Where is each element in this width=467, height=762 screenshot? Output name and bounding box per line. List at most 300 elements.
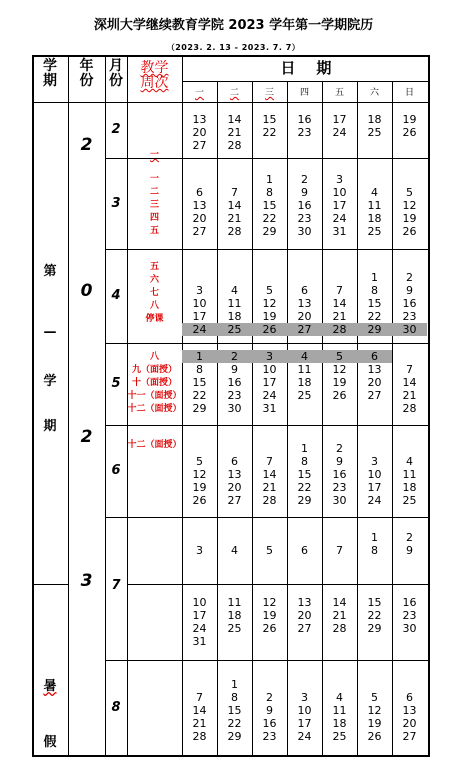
teaching-week-label: 八 [149, 352, 159, 362]
day-column [182, 455, 217, 507]
calendar-day: 29 [262, 225, 277, 238]
calendar-day: 22 [192, 389, 207, 402]
calendar-day: 15 [262, 113, 277, 126]
calendar-day: 12 [262, 297, 277, 310]
calendar-day: 24 [332, 126, 347, 139]
calendar-day: 2 [336, 442, 343, 455]
calendar-day: 10 [332, 186, 347, 199]
teaching-weeks-list [127, 261, 182, 341]
teaching-week-header [127, 61, 182, 101]
calendar-day: 5 [266, 544, 273, 557]
year-digit: 3 [80, 571, 93, 591]
weekday-2: 三 [264, 88, 274, 98]
calendar-day: 17 [192, 310, 207, 323]
day-column [217, 596, 252, 676]
calendar-day: 4 [336, 691, 343, 704]
year-digit: 2 [80, 135, 93, 155]
calendar-day: 18 [402, 481, 417, 494]
day-column [182, 350, 217, 430]
calendar-day: 21 [227, 126, 242, 139]
calendar-day: 25 [217, 323, 252, 336]
calendar-day: 29 [367, 622, 382, 635]
calendar-day: 3 [196, 544, 203, 557]
calendar-day: 20 [192, 212, 207, 225]
calendar-day: 27 [192, 139, 207, 152]
calendar-day: 12 [262, 596, 277, 609]
semester-label-char: 期 [43, 419, 57, 434]
calendar-day: 26 [367, 730, 382, 743]
calendar-day: 14 [227, 199, 242, 212]
calendar-day: 18 [332, 717, 347, 730]
calendar-day: 7 [336, 284, 343, 297]
calendar-day: 19 [262, 609, 277, 622]
calendar-day: 3 [371, 455, 378, 468]
weekday-5: 六 [369, 88, 379, 98]
day-column [322, 691, 357, 743]
calendar-day: 13 [297, 596, 312, 609]
header-left-bottom [32, 102, 105, 103]
calendar-day: 24 [367, 494, 382, 507]
calendar-day: 16 [262, 717, 277, 730]
calendar-day: 6 [357, 350, 392, 363]
day-column [322, 442, 357, 507]
calendar-day: 16 [402, 297, 417, 310]
teaching-week-label: 七 [149, 288, 159, 298]
calendar-day: 21 [227, 212, 242, 225]
calendar-day: 10 [192, 297, 207, 310]
calendar-day: 15 [367, 596, 382, 609]
calendar-day: 18 [367, 113, 382, 126]
day-column [182, 544, 217, 557]
calendar-day: 15 [262, 199, 277, 212]
month-number: 7 [111, 578, 121, 593]
month-7-inner-divider [127, 584, 430, 585]
calendar-day: 16 [332, 468, 347, 481]
calendar-day: 11 [367, 199, 382, 212]
calendar-day: 12 [332, 363, 347, 376]
teaching-week-label: 二 [149, 187, 159, 197]
calendar-day: 3 [196, 284, 203, 297]
teaching-week-header-line: 教学 [140, 60, 169, 76]
day-column [357, 350, 392, 430]
calendar-day: 9 [231, 363, 238, 376]
calendar-day: 1 [371, 271, 378, 284]
calendar-day: 25 [332, 730, 347, 743]
calendar-day: 5 [266, 284, 273, 297]
day-column [217, 284, 252, 336]
month-header-char: 份 [109, 73, 123, 89]
semester-header-char: 学 [43, 58, 57, 74]
calendar-day: 3 [336, 173, 343, 186]
day-column [217, 350, 252, 430]
day-column [287, 544, 322, 557]
calendar-day: 22 [227, 717, 242, 730]
teaching-week-label: 四 [149, 213, 159, 223]
calendar-day: 8 [371, 544, 378, 557]
calendar-day: 27 [227, 494, 242, 507]
calendar-day: 23 [262, 730, 277, 743]
calendar-day: 31 [192, 635, 207, 648]
semester-label-char: 第 [43, 264, 57, 279]
calendar-day: 23 [297, 126, 312, 139]
teaching-week-label: 六 [149, 275, 159, 285]
calendar-day: 6 [231, 455, 238, 468]
semester-header [32, 59, 68, 99]
calendar-day: 4 [371, 186, 378, 199]
column-divider-0 [68, 55, 69, 757]
calendar-day: 19 [192, 481, 207, 494]
calendar-day: 27 [402, 730, 417, 743]
calendar-day: 28 [262, 494, 277, 507]
calendar-day: 26 [332, 389, 347, 402]
calendar-day: 13 [402, 704, 417, 717]
year-digit: 2 [80, 427, 93, 447]
calendar-day: 18 [227, 609, 242, 622]
semester-vacation-divider [32, 584, 68, 585]
calendar-day: 23 [402, 310, 417, 323]
date-header: 日 期 [280, 59, 332, 77]
day-column [357, 455, 392, 507]
calendar-day: 13 [192, 199, 207, 212]
weekday-6: 日 [404, 88, 414, 98]
calendar-day: 28 [227, 225, 242, 238]
calendar-day: 29 [357, 323, 392, 336]
teaching-week-label: 三 [149, 200, 159, 210]
calendar-day: 13 [192, 113, 207, 126]
calendar-day: 23 [297, 212, 312, 225]
calendar-day: 29 [192, 402, 207, 415]
calendar-day: 11 [297, 363, 312, 376]
calendar-day: 26 [192, 494, 207, 507]
calendar-day: 4 [287, 350, 322, 363]
teaching-week-label: 停课 [145, 314, 164, 324]
calendar-day: 23 [332, 481, 347, 494]
calendar-day: 26 [262, 622, 277, 635]
calendar-day: 1 [231, 678, 238, 691]
calendar-day: 30 [402, 622, 417, 635]
calendar-day: 9 [406, 284, 413, 297]
day-column [217, 113, 252, 193]
teaching-week-label: 十二（面授） [127, 440, 182, 450]
calendar-day: 1 [266, 173, 273, 186]
calendar-day: 1 [182, 350, 217, 363]
calendar-day: 17 [192, 609, 207, 622]
calendar-day: 11 [402, 468, 417, 481]
calendar-day: 5 [196, 455, 203, 468]
calendar-day: 8 [196, 363, 203, 376]
calendar-day: 6 [301, 544, 308, 557]
calendar-day: 8 [371, 284, 378, 297]
day-column [322, 544, 357, 557]
calendar-day: 7 [406, 363, 413, 376]
semester-label-char: — [43, 325, 57, 340]
calendar-day: 24 [262, 389, 277, 402]
calendar-day: 16 [297, 199, 312, 212]
year-header [68, 59, 105, 99]
calendar-day: 24 [182, 323, 217, 336]
calendar-day: 14 [332, 596, 347, 609]
calendar-day: 10 [367, 468, 382, 481]
calendar-day: 17 [262, 376, 277, 389]
day-column [322, 350, 357, 430]
calendar-day: 18 [297, 376, 312, 389]
calendar-day: 30 [332, 494, 347, 507]
calendar-day: 19 [402, 113, 417, 126]
day-column [287, 691, 322, 743]
calendar-day: 31 [262, 402, 277, 415]
semester-header-char: 期 [43, 73, 57, 89]
calendar-day: 28 [227, 139, 242, 152]
calendar-day: 29 [297, 494, 312, 507]
day-column [287, 442, 322, 507]
calendar-day: 20 [297, 310, 312, 323]
year-digit: 0 [80, 281, 93, 301]
month-number: 2 [111, 122, 121, 137]
day-column [392, 691, 427, 743]
teaching-week-label: 十一（面授） [127, 391, 182, 401]
day-column [357, 113, 392, 193]
teaching-week-label: 一 [149, 174, 159, 184]
calendar-day: 12 [402, 199, 417, 212]
calendar-day: 8 [301, 455, 308, 468]
calendar-day: 2 [406, 531, 413, 544]
calendar-day: 4 [406, 455, 413, 468]
day-column [287, 596, 322, 676]
day-column [182, 113, 217, 193]
month-header-char: 月 [109, 58, 123, 74]
teaching-week-label: 十二（面授） [127, 404, 182, 414]
calendar-day: 23 [402, 609, 417, 622]
calendar-day: 24 [297, 730, 312, 743]
calendar-day: 21 [262, 481, 277, 494]
calendar-day: 2 [266, 691, 273, 704]
calendar-day: 4 [231, 544, 238, 557]
calendar-day: 26 [402, 225, 417, 238]
teaching-week-label: 五 [149, 262, 159, 272]
calendar-day: 19 [262, 310, 277, 323]
day-column [252, 350, 287, 430]
weekday-3: 四 [299, 88, 309, 98]
calendar-day: 25 [297, 389, 312, 402]
teaching-week-label: 九（面授） [131, 365, 177, 375]
calendar-day: 27 [192, 225, 207, 238]
calendar-day: 29 [227, 730, 242, 743]
calendar-day: 2 [301, 173, 308, 186]
calendar-day: 3 [252, 350, 287, 363]
calendar-day: 12 [367, 704, 382, 717]
calendar-day: 14 [227, 113, 242, 126]
table-border-left [32, 55, 34, 757]
calendar-day: 15 [297, 468, 312, 481]
calendar-day: 17 [332, 113, 347, 126]
calendar-day: 17 [332, 199, 347, 212]
calendar-day: 9 [301, 186, 308, 199]
calendar-day: 20 [367, 376, 382, 389]
day-column [182, 596, 217, 676]
calendar-day: 6 [406, 691, 413, 704]
table-border-right [428, 55, 430, 757]
calendar-day: 31 [332, 225, 347, 238]
day-column [392, 363, 427, 443]
calendar-day: 21 [332, 310, 347, 323]
month-number: 5 [111, 376, 121, 391]
academic-calendar-table [32, 55, 430, 757]
calendar-day: 15 [192, 376, 207, 389]
day-column [392, 455, 427, 507]
column-divider-1 [105, 55, 106, 757]
teaching-week-label: 十（面授） [131, 378, 177, 388]
month-number: 4 [111, 288, 121, 303]
calendar-day: 16 [227, 376, 242, 389]
calendar-day: 30 [392, 323, 427, 336]
calendar-day: 5 [322, 350, 357, 363]
calendar-day: 1 [371, 531, 378, 544]
teaching-weeks-list [127, 351, 182, 431]
calendar-day: 15 [367, 297, 382, 310]
day-column [287, 173, 322, 238]
teaching-week-label: 一 [149, 150, 159, 160]
calendar-day: 4 [231, 284, 238, 297]
calendar-day: 21 [402, 389, 417, 402]
day-column [252, 691, 287, 743]
calendar-day: 2 [406, 271, 413, 284]
calendar-day: 30 [227, 402, 242, 415]
semester-label-char: 学 [43, 374, 57, 389]
calendar-day: 25 [367, 126, 382, 139]
calendar-day: 22 [367, 310, 382, 323]
calendar-day: 12 [192, 468, 207, 481]
calendar-day: 10 [297, 704, 312, 717]
vacation-label-char: 暑 [43, 679, 57, 694]
calendar-day: 20 [192, 126, 207, 139]
year-header-char: 年 [79, 58, 94, 74]
calendar-day: 27 [287, 323, 322, 336]
calendar-day: 7 [196, 691, 203, 704]
year-header-char: 份 [79, 73, 94, 89]
calendar-day: 5 [371, 691, 378, 704]
calendar-day: 20 [402, 717, 417, 730]
calendar-day: 14 [402, 376, 417, 389]
teaching-week-label: 八 [149, 301, 159, 311]
calendar-day: 25 [367, 225, 382, 238]
calendar-day: 18 [367, 212, 382, 225]
calendar-day: 24 [192, 622, 207, 635]
day-column [357, 596, 392, 676]
day-column [322, 284, 357, 336]
calendar-day: 28 [332, 622, 347, 635]
day-column [217, 186, 252, 238]
calendar-day: 9 [336, 455, 343, 468]
day-column [217, 544, 252, 557]
teaching-week-label: 五 [149, 226, 159, 236]
calendar-day: 19 [367, 717, 382, 730]
day-column [322, 596, 357, 676]
month-number: 6 [111, 463, 121, 478]
calendar-day: 11 [227, 596, 242, 609]
page-title: 深圳大学继续教育学院 2023 学年第一学期院历 [93, 18, 374, 33]
calendar-day: 7 [336, 544, 343, 557]
calendar-day: 19 [332, 376, 347, 389]
day-column [217, 678, 252, 743]
teaching-weeks-list [127, 173, 182, 253]
calendar-day: 10 [192, 596, 207, 609]
calendar-day: 5 [406, 186, 413, 199]
calendar-day: 13 [367, 363, 382, 376]
teaching-week-header-line: 周次 [140, 75, 169, 91]
calendar-day: 22 [367, 609, 382, 622]
calendar-day: 13 [297, 297, 312, 310]
day-column [182, 691, 217, 743]
calendar-day: 16 [402, 596, 417, 609]
calendar-day: 1 [301, 442, 308, 455]
calendar-day: 11 [227, 297, 242, 310]
calendar-day: 23 [227, 389, 242, 402]
day-column [217, 455, 252, 507]
day-column [252, 596, 287, 676]
calendar-day: 14 [262, 468, 277, 481]
calendar-day: 20 [297, 609, 312, 622]
day-column [357, 691, 392, 743]
table-border-bottom [32, 755, 430, 757]
calendar-day: 27 [367, 389, 382, 402]
calendar-day: 22 [297, 481, 312, 494]
day-column [252, 284, 287, 336]
day-column [357, 531, 392, 557]
calendar-day: 6 [196, 186, 203, 199]
month-number: 8 [111, 699, 121, 715]
calendar-day: 28 [192, 730, 207, 743]
calendar-day: 28 [402, 402, 417, 415]
calendar-day: 26 [402, 126, 417, 139]
calendar-day: 10 [262, 363, 277, 376]
calendar-day: 28 [322, 323, 357, 336]
calendar-day: 18 [227, 310, 242, 323]
day-column [357, 271, 392, 336]
month-divider-2 [105, 343, 430, 344]
month-number: 3 [111, 195, 121, 211]
calendar-day: 6 [301, 284, 308, 297]
calendar-day: 2 [217, 350, 252, 363]
calendar-day: 24 [332, 212, 347, 225]
calendar-day: 19 [402, 212, 417, 225]
day-column [322, 173, 357, 238]
day-column [252, 173, 287, 238]
calendar-day: 25 [227, 622, 242, 635]
calendar-day: 8 [231, 691, 238, 704]
calendar-day: 16 [297, 113, 312, 126]
calendar-day: 9 [406, 544, 413, 557]
calendar-day: 9 [266, 704, 273, 717]
day-column [392, 186, 427, 238]
calendar-day: 27 [297, 622, 312, 635]
weekday-1: 二 [229, 88, 239, 98]
calendar-day: 22 [262, 212, 277, 225]
calendar-day: 13 [227, 468, 242, 481]
day-column [392, 271, 427, 336]
calendar-day: 14 [192, 704, 207, 717]
calendar-day: 8 [266, 186, 273, 199]
calendar-day: 7 [266, 455, 273, 468]
calendar-day: 20 [227, 481, 242, 494]
page-subtitle: （2023. 2. 13 - 2023. 7. 7） [166, 43, 301, 52]
weekday-0: 一 [194, 88, 204, 98]
month-header [105, 59, 127, 99]
calendar-day: 21 [332, 609, 347, 622]
calendar-day: 3 [301, 691, 308, 704]
weekday-4: 五 [334, 88, 344, 98]
day-column [357, 186, 392, 238]
calendar-day: 11 [332, 704, 347, 717]
